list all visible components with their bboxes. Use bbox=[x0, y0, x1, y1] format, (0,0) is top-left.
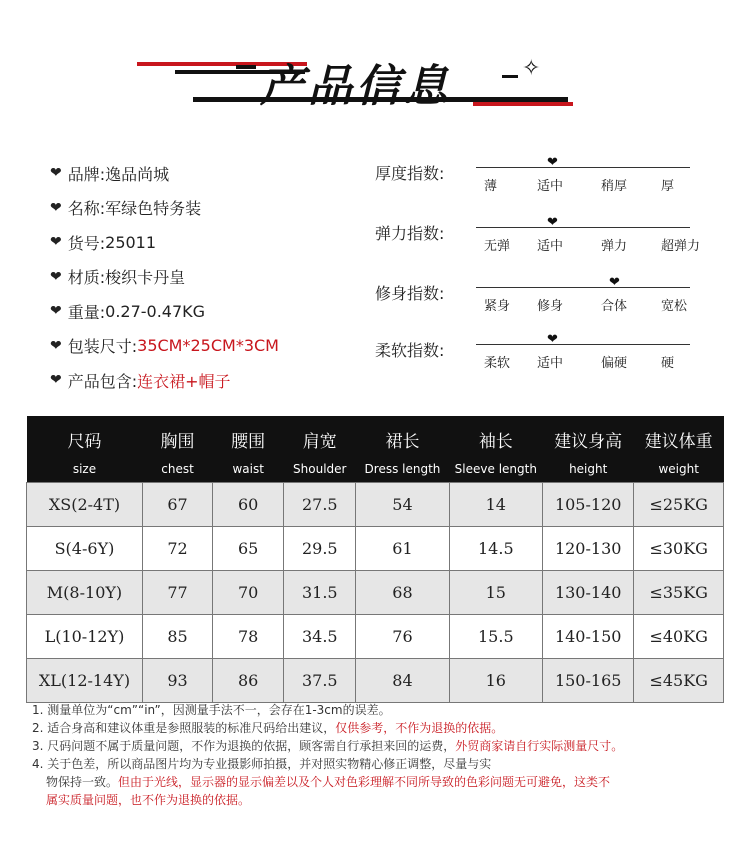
table-row bbox=[27, 571, 724, 615]
heart-marker-icon: ❤ bbox=[547, 215, 558, 230]
note-1: 1. 测量单位为“cm”“in”，因测量手法不一，会存在1-3cm的误差。 bbox=[32, 703, 391, 717]
table-cell: 54 bbox=[356, 483, 449, 527]
column-header-en: waist bbox=[213, 457, 284, 483]
info-row bbox=[50, 191, 279, 226]
index-label: 修身指数: bbox=[375, 284, 445, 303]
table-cell: ≤40KG bbox=[634, 615, 724, 659]
note-text: 2. 适合身高和建议体重是参照服装的标准尺码给出建议， bbox=[32, 721, 336, 735]
table-cell: ≤25KG bbox=[634, 483, 724, 527]
heart-icon: ❤ bbox=[50, 303, 62, 320]
index-scale-line bbox=[476, 227, 690, 228]
decor-bar bbox=[473, 102, 573, 106]
note-warning: 但由于光线，显示器的显示偏差以及个人对色彩理解不同所导致的色彩问题无可避免，这类不 bbox=[118, 775, 611, 789]
info-label: 货号: bbox=[67, 233, 106, 253]
index-option: 适中 bbox=[537, 356, 564, 371]
table-cell: 140-150 bbox=[543, 615, 634, 659]
table-cell: 37.5 bbox=[284, 659, 356, 703]
note-text: 物保持一致。 bbox=[46, 775, 119, 789]
info-label: 名称: bbox=[67, 199, 106, 219]
info-row bbox=[50, 156, 279, 191]
table-cell: 27.5 bbox=[284, 483, 356, 527]
table-cell: 15 bbox=[449, 571, 542, 615]
table-cell: L(10-12Y) bbox=[27, 615, 143, 659]
info-value: 连衣裙+帽子 bbox=[137, 371, 231, 391]
index-option: 适中 bbox=[537, 179, 564, 194]
table-cell: 14.5 bbox=[449, 527, 542, 571]
column-header-en: chest bbox=[142, 457, 212, 483]
note-4-cont bbox=[32, 773, 742, 791]
table-cell: S(4-6Y) bbox=[27, 527, 143, 571]
heart-icon: ❤ bbox=[50, 234, 62, 251]
column-header: 尺码 bbox=[27, 416, 143, 457]
decor-dash bbox=[236, 65, 256, 69]
table-row bbox=[27, 659, 724, 703]
table-cell: 78 bbox=[213, 615, 284, 659]
index-option: 弹力 bbox=[601, 239, 628, 254]
table-cell: 60 bbox=[213, 483, 284, 527]
table-cell: 67 bbox=[142, 483, 212, 527]
note-2 bbox=[32, 719, 742, 737]
sparkle-icon: ✧ bbox=[522, 56, 541, 81]
table-row bbox=[27, 483, 724, 527]
index-option: 厚 bbox=[661, 179, 675, 194]
table-cell: 72 bbox=[142, 527, 212, 571]
table-cell: ≤30KG bbox=[634, 527, 724, 571]
page-title: 产品信息 bbox=[260, 61, 452, 112]
column-header: 肩宽 bbox=[284, 416, 356, 457]
table-cell: 84 bbox=[356, 659, 449, 703]
column-header-en: Shoulder bbox=[284, 457, 356, 483]
info-value: 0.27-0.47KG bbox=[105, 301, 206, 321]
table-cell: 31.5 bbox=[284, 571, 356, 615]
table-cell: XL(12-14Y) bbox=[27, 659, 143, 703]
decor-dash bbox=[502, 75, 518, 78]
info-row bbox=[50, 294, 279, 329]
table-row bbox=[27, 615, 724, 659]
index-label: 弹力指数: bbox=[375, 224, 445, 243]
table-header-cn bbox=[27, 416, 724, 457]
index-option: 稍厚 bbox=[601, 179, 628, 194]
index-label: 柔软指数: bbox=[375, 341, 445, 360]
table-cell: 105-120 bbox=[543, 483, 634, 527]
table-cell: 76 bbox=[356, 615, 449, 659]
info-value: 逸品尚城 bbox=[105, 164, 170, 184]
note-3 bbox=[32, 737, 742, 755]
info-row bbox=[50, 363, 279, 398]
info-value: 25011 bbox=[105, 232, 157, 252]
table-cell: 61 bbox=[356, 527, 449, 571]
heart-marker-icon: ❤ bbox=[547, 155, 558, 170]
table-header-en bbox=[27, 457, 724, 483]
table-cell: 150-165 bbox=[543, 659, 634, 703]
column-header-en: height bbox=[543, 457, 634, 483]
index-4 bbox=[375, 332, 705, 384]
info-label: 品牌: bbox=[67, 164, 106, 184]
table-cell: 86 bbox=[213, 659, 284, 703]
index-option: 超弹力 bbox=[661, 239, 701, 254]
heart-icon: ❤ bbox=[50, 165, 62, 182]
heart-icon: ❤ bbox=[50, 337, 62, 354]
column-header-en: Sleeve length bbox=[449, 457, 542, 483]
table-cell: 93 bbox=[142, 659, 212, 703]
table-cell: 70 bbox=[213, 571, 284, 615]
index-3 bbox=[375, 275, 705, 327]
index-1 bbox=[375, 155, 705, 207]
table-cell: 29.5 bbox=[284, 527, 356, 571]
index-scale-line bbox=[476, 344, 690, 345]
column-header: 建议身高 bbox=[543, 416, 634, 457]
size-table bbox=[26, 416, 724, 703]
index-option: 柔软 bbox=[484, 356, 511, 371]
table-cell: 120-130 bbox=[543, 527, 634, 571]
table-cell: 130-140 bbox=[543, 571, 634, 615]
column-header-en: size bbox=[27, 457, 143, 483]
index-option: 合体 bbox=[601, 299, 628, 314]
note-warning: 外贸商家请自行实际测量尺寸。 bbox=[455, 739, 624, 753]
index-option: 薄 bbox=[484, 179, 498, 194]
heart-icon: ❤ bbox=[50, 372, 62, 389]
info-value: 35CM*25CM*3CM bbox=[137, 336, 279, 356]
info-row bbox=[50, 225, 279, 260]
note-warning: 仅供参考，不作为退换的依据。 bbox=[335, 721, 504, 735]
column-header-en: weight bbox=[634, 457, 724, 483]
info-label: 材质: bbox=[67, 268, 106, 288]
info-row bbox=[50, 260, 279, 295]
index-label: 厚度指数: bbox=[375, 164, 445, 183]
table-cell: ≤45KG bbox=[634, 659, 724, 703]
table-cell: 16 bbox=[449, 659, 542, 703]
table-body bbox=[27, 483, 724, 703]
notes bbox=[32, 701, 742, 809]
table-cell: 68 bbox=[356, 571, 449, 615]
column-header: 腰围 bbox=[213, 416, 284, 457]
note-4-end: 属实质量问题，也不作为退换的依据。 bbox=[46, 793, 251, 807]
table-cell: 77 bbox=[142, 571, 212, 615]
note-4: 4. 关于色差，所以商品图片均为专业摄影师拍摄，并对照实物精心修正调整，尽量与实 bbox=[32, 757, 492, 771]
column-header-en: Dress length bbox=[356, 457, 449, 483]
table-cell: 15.5 bbox=[449, 615, 542, 659]
info-label: 重量: bbox=[67, 302, 106, 322]
index-scale-line bbox=[476, 287, 690, 288]
index-option: 适中 bbox=[537, 239, 564, 254]
index-scale-line bbox=[476, 167, 690, 168]
column-header: 袖长 bbox=[449, 416, 542, 457]
table-cell: XS(2-4T) bbox=[27, 483, 143, 527]
table-cell: ≤35KG bbox=[634, 571, 724, 615]
product-info-list bbox=[50, 156, 279, 398]
info-label: 产品包含: bbox=[67, 371, 138, 391]
heart-marker-icon: ❤ bbox=[609, 275, 620, 290]
column-header: 裙长 bbox=[356, 416, 449, 457]
index-option: 偏硬 bbox=[601, 356, 628, 371]
index-2 bbox=[375, 215, 705, 267]
table-cell: 65 bbox=[213, 527, 284, 571]
index-option: 修身 bbox=[537, 299, 564, 314]
heart-icon: ❤ bbox=[50, 268, 62, 285]
heart-icon: ❤ bbox=[50, 199, 62, 216]
table-cell: 34.5 bbox=[284, 615, 356, 659]
note-text: 3. 尺码问题不属于质量问题，不作为退换的依据，顾客需自行承担来回的运费， bbox=[32, 739, 456, 753]
table-cell: 85 bbox=[142, 615, 212, 659]
index-option: 无弹 bbox=[484, 239, 511, 254]
table-cell: M(8-10Y) bbox=[27, 571, 143, 615]
table-row bbox=[27, 527, 724, 571]
column-header: 建议体重 bbox=[634, 416, 724, 457]
index-option: 硬 bbox=[661, 356, 675, 371]
info-label: 包装尺寸: bbox=[67, 337, 138, 357]
index-option: 宽松 bbox=[661, 299, 688, 314]
index-option: 紧身 bbox=[484, 299, 511, 314]
heart-marker-icon: ❤ bbox=[547, 332, 558, 347]
info-value: 军绿色特务装 bbox=[105, 199, 202, 219]
info-value: 梭织卡丹皇 bbox=[105, 268, 186, 288]
info-row bbox=[50, 329, 279, 364]
table-cell: 14 bbox=[449, 483, 542, 527]
column-header: 胸围 bbox=[142, 416, 212, 457]
